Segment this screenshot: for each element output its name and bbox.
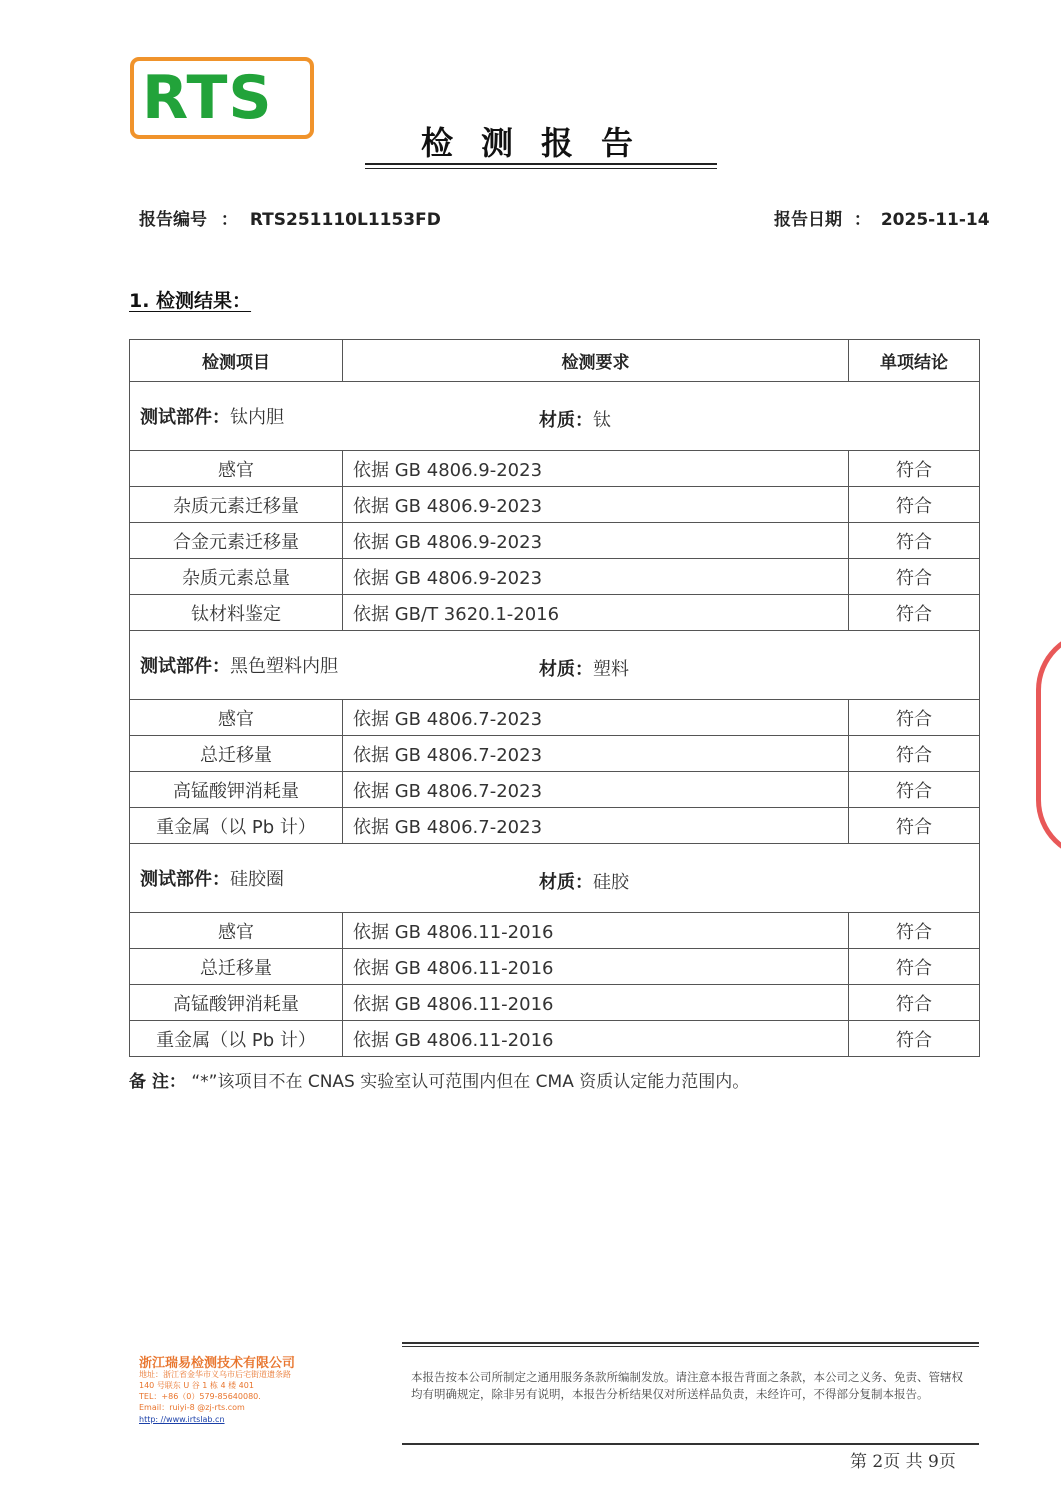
table-row bbox=[130, 451, 980, 487]
item-cell: 杂质元素总量 bbox=[130, 559, 343, 595]
result-cell: 符合 bbox=[849, 451, 980, 487]
requirement-cell: 依据 GB 4806.9-2023 bbox=[343, 559, 849, 595]
header-item: 检测项目 bbox=[130, 340, 343, 382]
group-cell bbox=[130, 844, 980, 913]
result-cell: 符合 bbox=[849, 949, 980, 985]
table-row bbox=[130, 700, 980, 736]
requirement-cell: 依据 GB/T 3620.1-2016 bbox=[343, 595, 849, 631]
part-name: 黑色塑料内胆 bbox=[230, 656, 338, 677]
company-logo: RTS bbox=[142, 63, 273, 133]
report-number-label: 报告编号 bbox=[139, 210, 207, 230]
result-cell: 符合 bbox=[849, 985, 980, 1021]
material-name: 塑料 bbox=[593, 659, 629, 680]
result-cell: 符合 bbox=[849, 1021, 980, 1057]
requirement-cell: 依据 GB 4806.9-2023 bbox=[343, 451, 849, 487]
item-cell: 重金属（以 Pb 计） bbox=[130, 808, 343, 844]
requirement-cell: 依据 GB 4806.11-2016 bbox=[343, 1021, 849, 1057]
result-cell: 符合 bbox=[849, 595, 980, 631]
item-cell: 重金属（以 Pb 计） bbox=[130, 1021, 343, 1057]
item-cell: 杂质元素迁移量 bbox=[130, 487, 343, 523]
table-row bbox=[130, 523, 980, 559]
requirement-cell: 依据 GB 4806.9-2023 bbox=[343, 523, 849, 559]
requirement-cell: 依据 GB 4806.11-2016 bbox=[343, 985, 849, 1021]
table-row bbox=[130, 772, 980, 808]
report-date: 报告日期 ： 2025-11-14 bbox=[774, 210, 990, 230]
company-website-link[interactable]: http: //www.irtslab.cn bbox=[139, 1415, 225, 1424]
page-number: 第 2页 共 9页 bbox=[850, 1452, 956, 1472]
result-cell: 符合 bbox=[849, 808, 980, 844]
item-cell: 感官 bbox=[130, 913, 343, 949]
company-email[interactable]: Email：ruiyi-8 @zj-rts.com bbox=[139, 1403, 245, 1412]
item-cell: 总迁移量 bbox=[130, 736, 343, 772]
result-cell: 符合 bbox=[849, 913, 980, 949]
table-row bbox=[130, 487, 980, 523]
title-underline bbox=[365, 163, 717, 165]
table-row bbox=[130, 595, 980, 631]
part-label: 测试部件： bbox=[140, 869, 230, 890]
item-cell: 合金元素迁移量 bbox=[130, 523, 343, 559]
table-row bbox=[130, 736, 980, 772]
group-cell bbox=[130, 631, 980, 700]
report-number: 报告编号 ： RTS251110L1153FD bbox=[139, 210, 441, 230]
result-cell: 符合 bbox=[849, 559, 980, 595]
footer-divider bbox=[402, 1342, 979, 1344]
remark bbox=[129, 1067, 749, 1092]
result-cell: 符合 bbox=[849, 736, 980, 772]
table-row bbox=[130, 1021, 980, 1057]
part-name: 硅胶圈 bbox=[230, 869, 284, 890]
requirement-cell: 依据 GB 4806.7-2023 bbox=[343, 772, 849, 808]
part-label: 测试部件： bbox=[140, 656, 230, 677]
title-underline-thin bbox=[365, 168, 717, 169]
requirement-cell: 依据 GB 4806.7-2023 bbox=[343, 736, 849, 772]
item-cell: 感官 bbox=[130, 451, 343, 487]
result-cell: 符合 bbox=[849, 700, 980, 736]
material-label: 材质： bbox=[539, 410, 593, 431]
group-row bbox=[130, 631, 980, 700]
section-heading: 1. 检测结果： bbox=[129, 290, 252, 312]
report-number-value: RTS251110L1153FD bbox=[249, 210, 441, 230]
table-row bbox=[130, 808, 980, 844]
requirement-cell: 依据 GB 4806.7-2023 bbox=[343, 700, 849, 736]
table-header-row bbox=[130, 340, 980, 382]
report-date-label: 报告日期 bbox=[774, 210, 842, 230]
footer-bottom-divider bbox=[402, 1443, 979, 1445]
part-label: 测试部件： bbox=[140, 407, 230, 428]
report-date-value: 2025-11-14 bbox=[880, 210, 990, 230]
page-title: 检测报告 bbox=[420, 124, 661, 162]
results-table bbox=[129, 339, 980, 1057]
result-cell: 符合 bbox=[849, 772, 980, 808]
item-cell: 高锰酸钾消耗量 bbox=[130, 772, 343, 808]
table-row bbox=[130, 559, 980, 595]
disclaimer-text: 本报告按本公司所制定之通用服务条款所编制发放。请注意本报告背面之条款，本公司之义务、免责、管辖权均有明确规定，除非另有说明，本报告分析结果仅对所送样品负责，未经许可，不得部分复制本报告。 bbox=[411, 1370, 963, 1401]
remark-text: “*”该项目不在 CNAS 实验室认可范围内但在 CMA 资质认定能力范围内。 bbox=[191, 1072, 750, 1092]
material-name: 硅胶 bbox=[593, 872, 629, 893]
material-label: 材质： bbox=[539, 659, 593, 680]
company-address-2: 140 号联东 U 谷 1 栋 4 楼 401 bbox=[139, 1381, 254, 1390]
material-name: 钛 bbox=[593, 410, 611, 431]
item-cell: 高锰酸钾消耗量 bbox=[130, 985, 343, 1021]
requirement-cell: 依据 GB 4806.7-2023 bbox=[343, 808, 849, 844]
table-row bbox=[130, 985, 980, 1021]
header-conclusion: 单项结论 bbox=[849, 340, 980, 382]
result-cell: 符合 bbox=[849, 487, 980, 523]
remark-label: 备 注： bbox=[129, 1072, 186, 1092]
table-row bbox=[130, 913, 980, 949]
footer-divider-thin bbox=[402, 1346, 979, 1347]
item-cell: 钛材料鉴定 bbox=[130, 595, 343, 631]
item-cell: 总迁移量 bbox=[130, 949, 343, 985]
result-cell: 符合 bbox=[849, 523, 980, 559]
material-label: 材质： bbox=[539, 872, 593, 893]
part-name: 钛内胆 bbox=[230, 407, 284, 428]
seal-stamp bbox=[1036, 630, 1061, 860]
group-row bbox=[130, 382, 980, 451]
header-requirement: 检测要求 bbox=[343, 340, 849, 382]
group-cell bbox=[130, 382, 980, 451]
requirement-cell: 依据 GB 4806.11-2016 bbox=[343, 913, 849, 949]
company-name: 浙江瑞易检测技术有限公司 bbox=[139, 1356, 296, 1371]
company-phone: TEL：+86（0）579-85640080. bbox=[139, 1392, 261, 1401]
table-row bbox=[130, 949, 980, 985]
group-row bbox=[130, 844, 980, 913]
company-address: 地址：浙江省金华市义乌市后宅街道遗条路 bbox=[139, 1370, 291, 1379]
requirement-cell: 依据 GB 4806.11-2016 bbox=[343, 949, 849, 985]
item-cell: 感官 bbox=[130, 700, 343, 736]
requirement-cell: 依据 GB 4806.9-2023 bbox=[343, 487, 849, 523]
